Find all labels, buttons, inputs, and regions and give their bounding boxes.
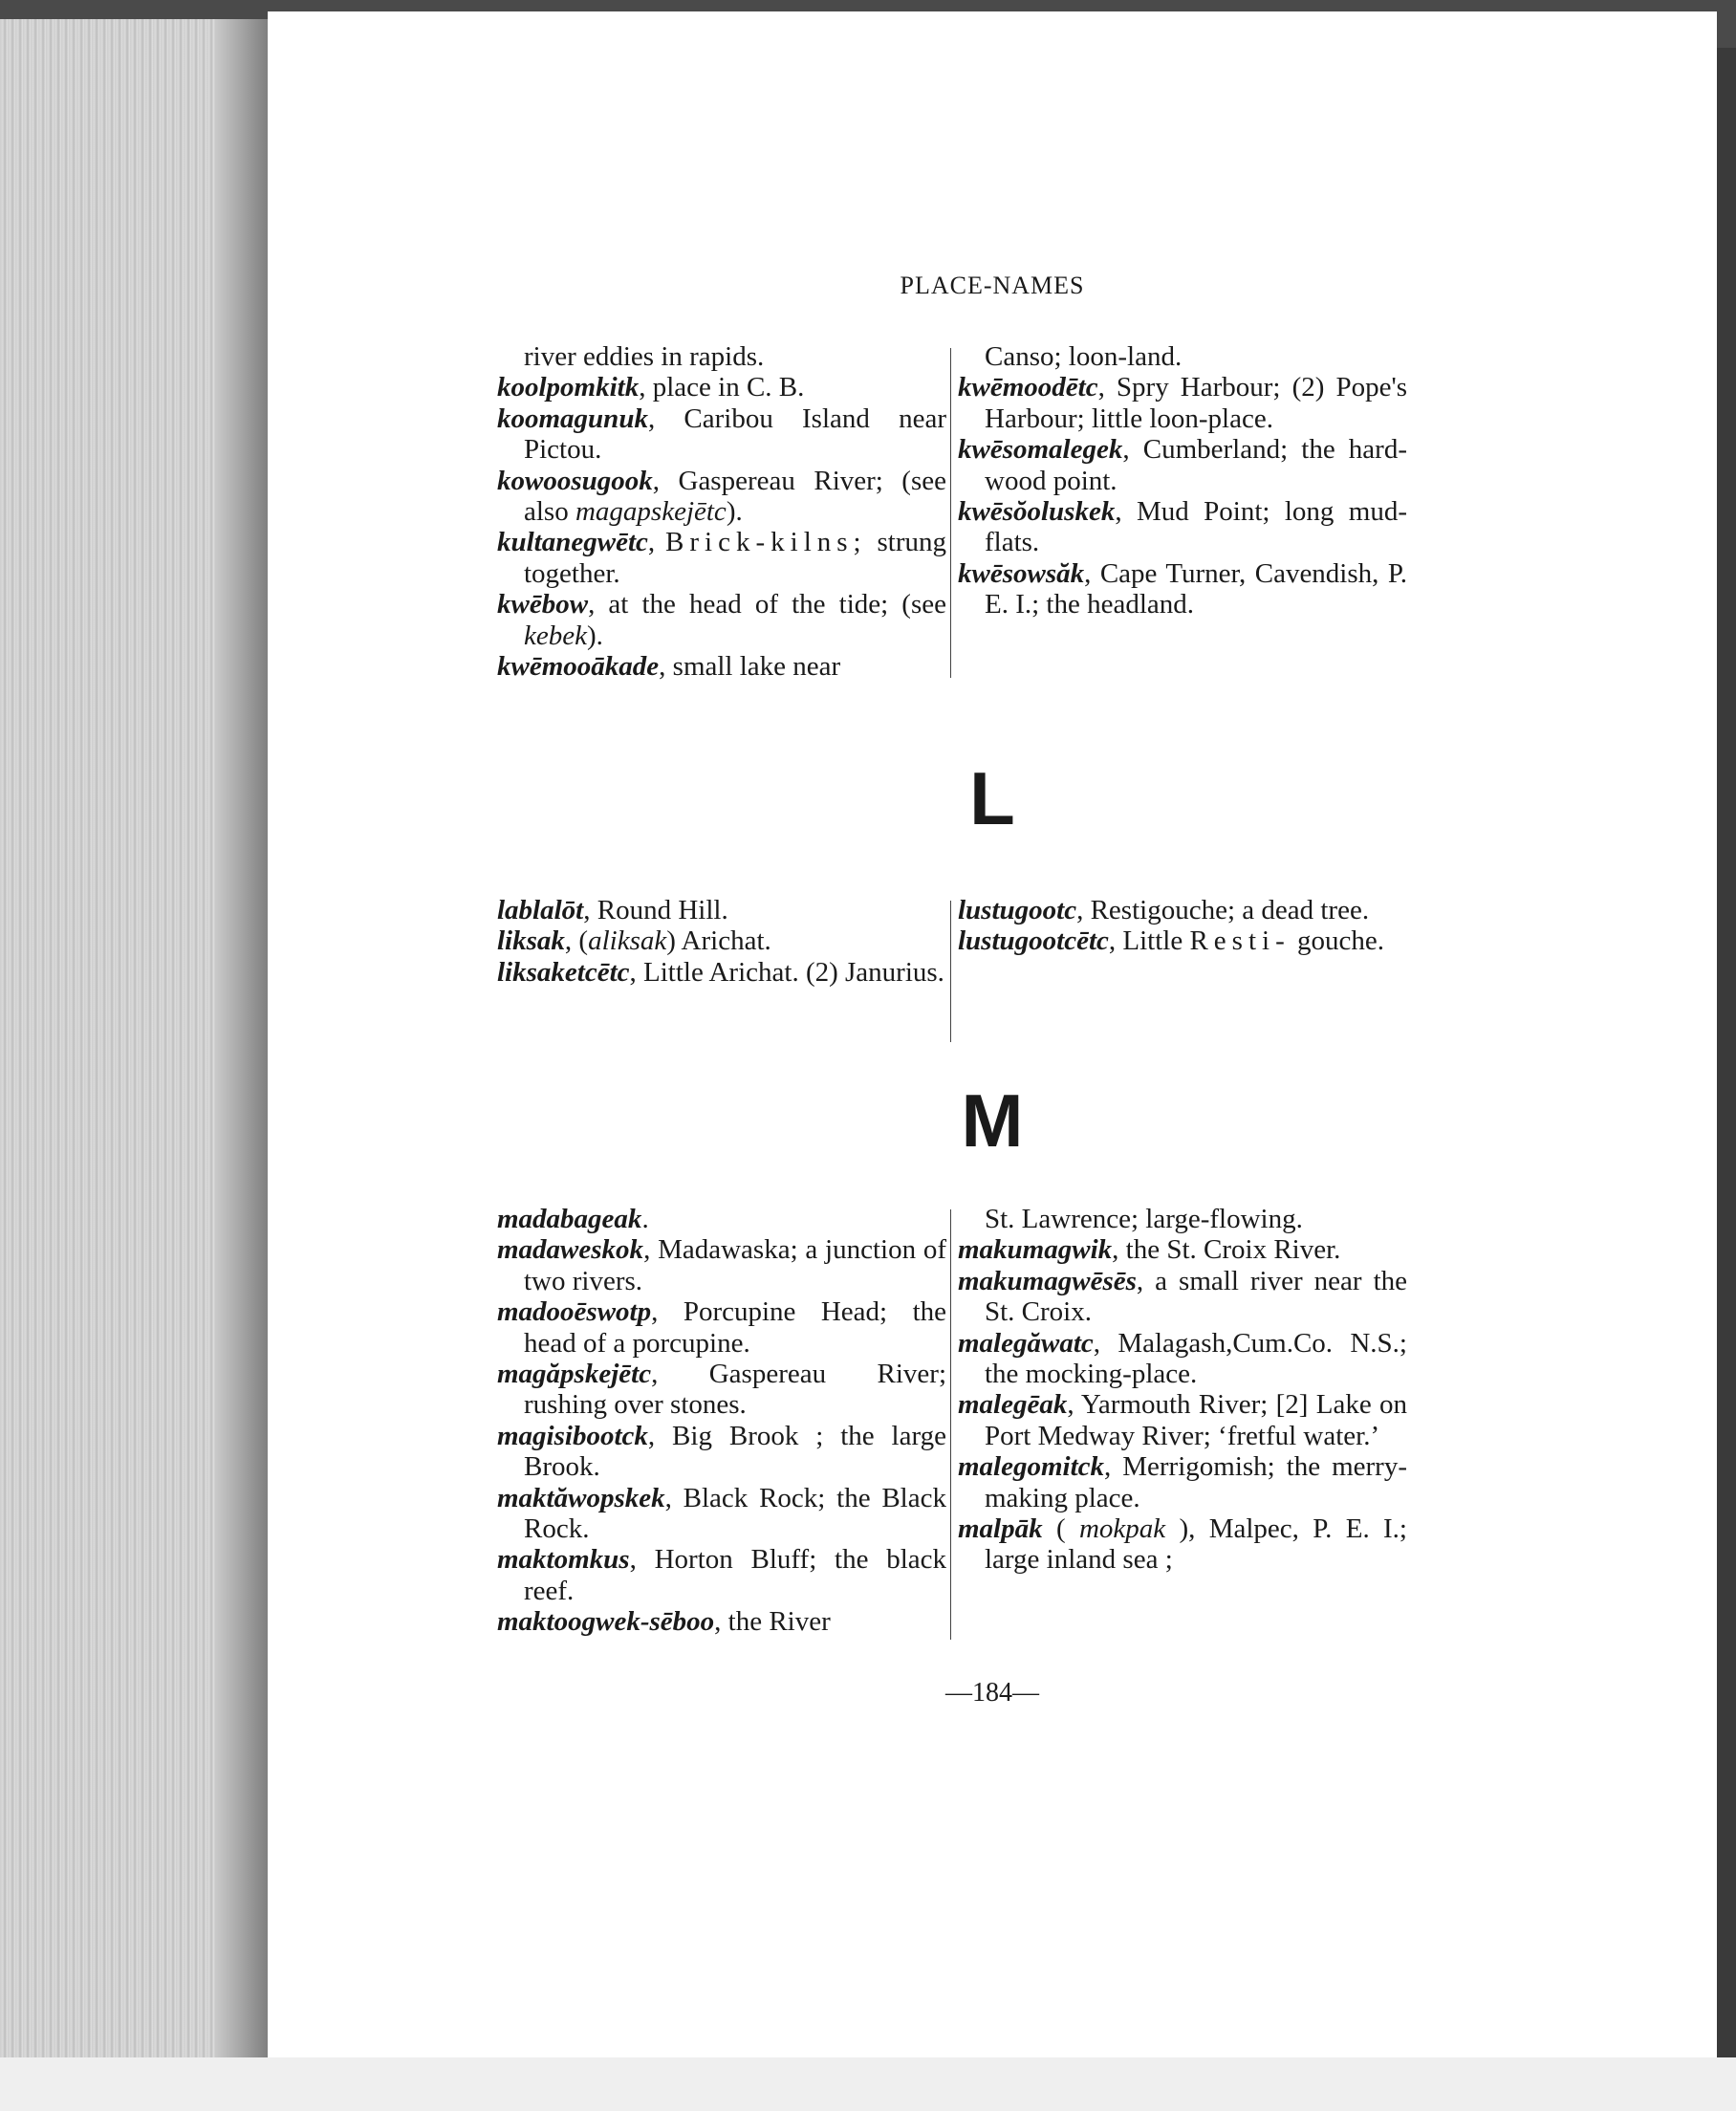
entry-text: , bbox=[647, 527, 666, 558]
dictionary-entry bbox=[497, 341, 946, 372]
entry-text: St. Lawrence; large-flowing. bbox=[985, 1204, 1303, 1234]
dictionary-entry bbox=[497, 1204, 946, 1234]
section-letter-l: L bbox=[969, 756, 1015, 840]
dictionary-entry bbox=[497, 1483, 946, 1545]
dictionary-entry bbox=[958, 372, 1407, 434]
dictionary-entry bbox=[497, 1421, 946, 1483]
entry-text: , Cumberland; the hard-wood point. bbox=[985, 434, 1407, 496]
dictionary-entry bbox=[497, 1234, 946, 1296]
l-column-left bbox=[497, 895, 946, 988]
entry-headword: madooēswotp bbox=[497, 1296, 652, 1328]
entry-headword: magisibootck bbox=[497, 1420, 648, 1451]
entry-text: Canso; loon-land. bbox=[985, 341, 1183, 372]
entry-text: , Horton Bluff; the black reef. bbox=[524, 1544, 946, 1606]
entry-text: , Spry Harbour; (2) Pope's Harbour; little loon-place. bbox=[985, 372, 1407, 434]
dictionary-entry bbox=[958, 341, 1407, 372]
dictionary-entry bbox=[958, 895, 1407, 925]
entry-text: , Round Hill. bbox=[583, 895, 728, 925]
entry-text-tail: gouche. bbox=[1290, 925, 1384, 957]
entry-text: river eddies in rapids. bbox=[524, 341, 765, 372]
dictionary-entry bbox=[958, 558, 1407, 620]
entry-text-tail: ). bbox=[587, 620, 603, 651]
entry-text: , place in C. B. bbox=[639, 372, 805, 403]
entry-headword: kwēmooākade bbox=[497, 651, 660, 683]
entry-italic-ref: kebek bbox=[524, 620, 587, 651]
entry-headword: kwēsŏoluskek bbox=[958, 496, 1116, 528]
entry-text: , Black Rock; the Black Rock. bbox=[524, 1482, 946, 1545]
dictionary-entry bbox=[497, 925, 946, 956]
entry-text: , Cape Turner, Cavendish, P. E. I.; the headland. bbox=[985, 557, 1407, 620]
entry-text: , ( bbox=[564, 925, 589, 957]
entry-text: , Gaspereau River; (see also bbox=[524, 465, 946, 528]
entry-text: , Restigouche; a dead tree. bbox=[1076, 895, 1370, 925]
entry-headword: koolpomkitk bbox=[497, 372, 640, 403]
entry-text: , Little Arichat. (2) Janurius. bbox=[629, 956, 944, 988]
page-number: —184— bbox=[945, 1678, 1039, 1708]
dictionary-entry bbox=[958, 1389, 1407, 1451]
dictionary-entry bbox=[958, 1204, 1407, 1234]
entry-headword: madaweskok bbox=[497, 1234, 644, 1266]
entry-text: , at the head of the tide; (see bbox=[588, 589, 946, 620]
entry-headword: lablalōt bbox=[497, 895, 584, 925]
column-rule bbox=[950, 901, 951, 1042]
dictionary-entry bbox=[497, 527, 946, 589]
m-column-left bbox=[497, 1204, 946, 1638]
dictionary-entry bbox=[497, 895, 946, 925]
entry-text-tail: strung together. bbox=[524, 527, 946, 589]
entry-headword: malegēak bbox=[958, 1389, 1068, 1421]
entry-text: , Porcupine Head; the head of a porcupine. bbox=[524, 1296, 946, 1359]
entry-headword: kultanegwētc bbox=[497, 527, 648, 558]
entry-text: , Caribou Island near Pictou. bbox=[524, 403, 946, 466]
entry-headword: lustugootcētc bbox=[958, 925, 1109, 957]
entry-text-tail: ). bbox=[726, 496, 743, 528]
entry-headword: maktomkus bbox=[497, 1544, 630, 1576]
entry-text: , Gaspereau River; rushing over stones. bbox=[524, 1359, 946, 1421]
running-head: PLACE-NAMES bbox=[900, 272, 1085, 299]
entry-text: , Little bbox=[1108, 925, 1190, 957]
entry-headword: madabageak bbox=[497, 1204, 642, 1234]
k-column-right bbox=[958, 341, 1407, 620]
entry-headword: kwēbow bbox=[497, 589, 589, 620]
dictionary-entry bbox=[958, 1328, 1407, 1390]
dictionary-entry bbox=[958, 434, 1407, 496]
book-page bbox=[268, 11, 1717, 2057]
dictionary-entry bbox=[958, 925, 1407, 956]
entry-headword: kwēsomalegek bbox=[958, 434, 1123, 466]
entry-text: , Mud Point; long mud-flats. bbox=[985, 496, 1407, 558]
entry-text: , Merrigomish; the merry-making place. bbox=[985, 1451, 1407, 1513]
entry-headword: malpāk bbox=[958, 1513, 1043, 1545]
entry-headword: koomagunuk bbox=[497, 403, 648, 434]
entry-spaced-text: Resti- bbox=[1189, 925, 1291, 957]
entry-headword: maktăwopskek bbox=[497, 1482, 665, 1513]
entry-text: , Yarmouth River; [2] Lake on Port Medway River; ‘fretful water.’ bbox=[985, 1389, 1407, 1451]
dictionary-entry bbox=[497, 1359, 946, 1421]
entry-headword: liksak bbox=[497, 925, 565, 957]
entry-italic-ref: aliksak bbox=[588, 925, 667, 957]
entry-headword: kowoosugook bbox=[497, 465, 653, 496]
entry-text: , a small river near the St. Croix. bbox=[985, 1265, 1407, 1328]
dictionary-entry bbox=[958, 1234, 1407, 1265]
dictionary-entry bbox=[958, 496, 1407, 558]
entry-text-tail: ) Arichat. bbox=[666, 925, 771, 957]
dictionary-entry bbox=[497, 1296, 946, 1359]
entry-italic-ref: magapskejētc bbox=[575, 496, 727, 528]
l-column-right bbox=[958, 895, 1407, 957]
entry-text: , Malagash,Cum.Co. N.S.; the mocking-place. bbox=[985, 1327, 1407, 1390]
dictionary-entry bbox=[497, 957, 946, 988]
entry-headword: maktoogwek-sēboo bbox=[497, 1606, 715, 1638]
dictionary-entry bbox=[497, 589, 946, 651]
column-rule bbox=[950, 1209, 951, 1640]
dictionary-entry bbox=[958, 1266, 1407, 1328]
entry-headword: kwēmoodētc bbox=[958, 372, 1098, 403]
entry-headword: makumagwik bbox=[958, 1234, 1113, 1266]
scan-right-border bbox=[1717, 48, 1736, 2111]
book-spine-shadow bbox=[215, 19, 268, 2111]
entry-text: . bbox=[641, 1204, 649, 1234]
entry-italic-ref: mokpak bbox=[1078, 1513, 1166, 1545]
entry-text: ( bbox=[1042, 1513, 1079, 1545]
entry-headword: malegăwatc bbox=[958, 1327, 1094, 1359]
dictionary-entry bbox=[497, 1544, 946, 1606]
dictionary-entry bbox=[958, 1513, 1407, 1576]
entry-headword: lustugootc bbox=[958, 895, 1077, 925]
entry-headword: kwēsowsăk bbox=[958, 557, 1085, 589]
k-column-left bbox=[497, 341, 946, 682]
dictionary-entry bbox=[497, 1606, 946, 1637]
entry-text: , the St. Croix River. bbox=[1112, 1234, 1341, 1266]
entry-spaced-text: Brick-kilns; bbox=[665, 527, 867, 558]
entry-headword: magăpskejētc bbox=[497, 1359, 652, 1390]
dictionary-entry bbox=[958, 1451, 1407, 1513]
entry-headword: makumagwēsēs bbox=[958, 1265, 1137, 1296]
entry-text: , the River bbox=[714, 1606, 831, 1638]
entry-text-tail: ), Malpec, P. E. I.; large inland sea ; bbox=[985, 1513, 1407, 1576]
entry-headword: liksaketcētc bbox=[497, 956, 630, 988]
dictionary-entry bbox=[497, 372, 946, 403]
m-column-right bbox=[958, 1204, 1407, 1576]
entry-headword: malegomitck bbox=[958, 1451, 1105, 1483]
dictionary-entry bbox=[497, 403, 946, 466]
scan-bottom-border bbox=[0, 2057, 1736, 2111]
dictionary-entry bbox=[497, 466, 946, 528]
entry-text: , small lake near bbox=[659, 651, 841, 683]
dictionary-entry bbox=[497, 651, 946, 682]
column-rule bbox=[950, 348, 951, 678]
section-letter-m: M bbox=[961, 1078, 1024, 1163]
entry-text: , Big Brook ; the large Brook. bbox=[524, 1420, 946, 1483]
entry-text: , Madawaska; a junction of two rivers. bbox=[524, 1234, 946, 1296]
